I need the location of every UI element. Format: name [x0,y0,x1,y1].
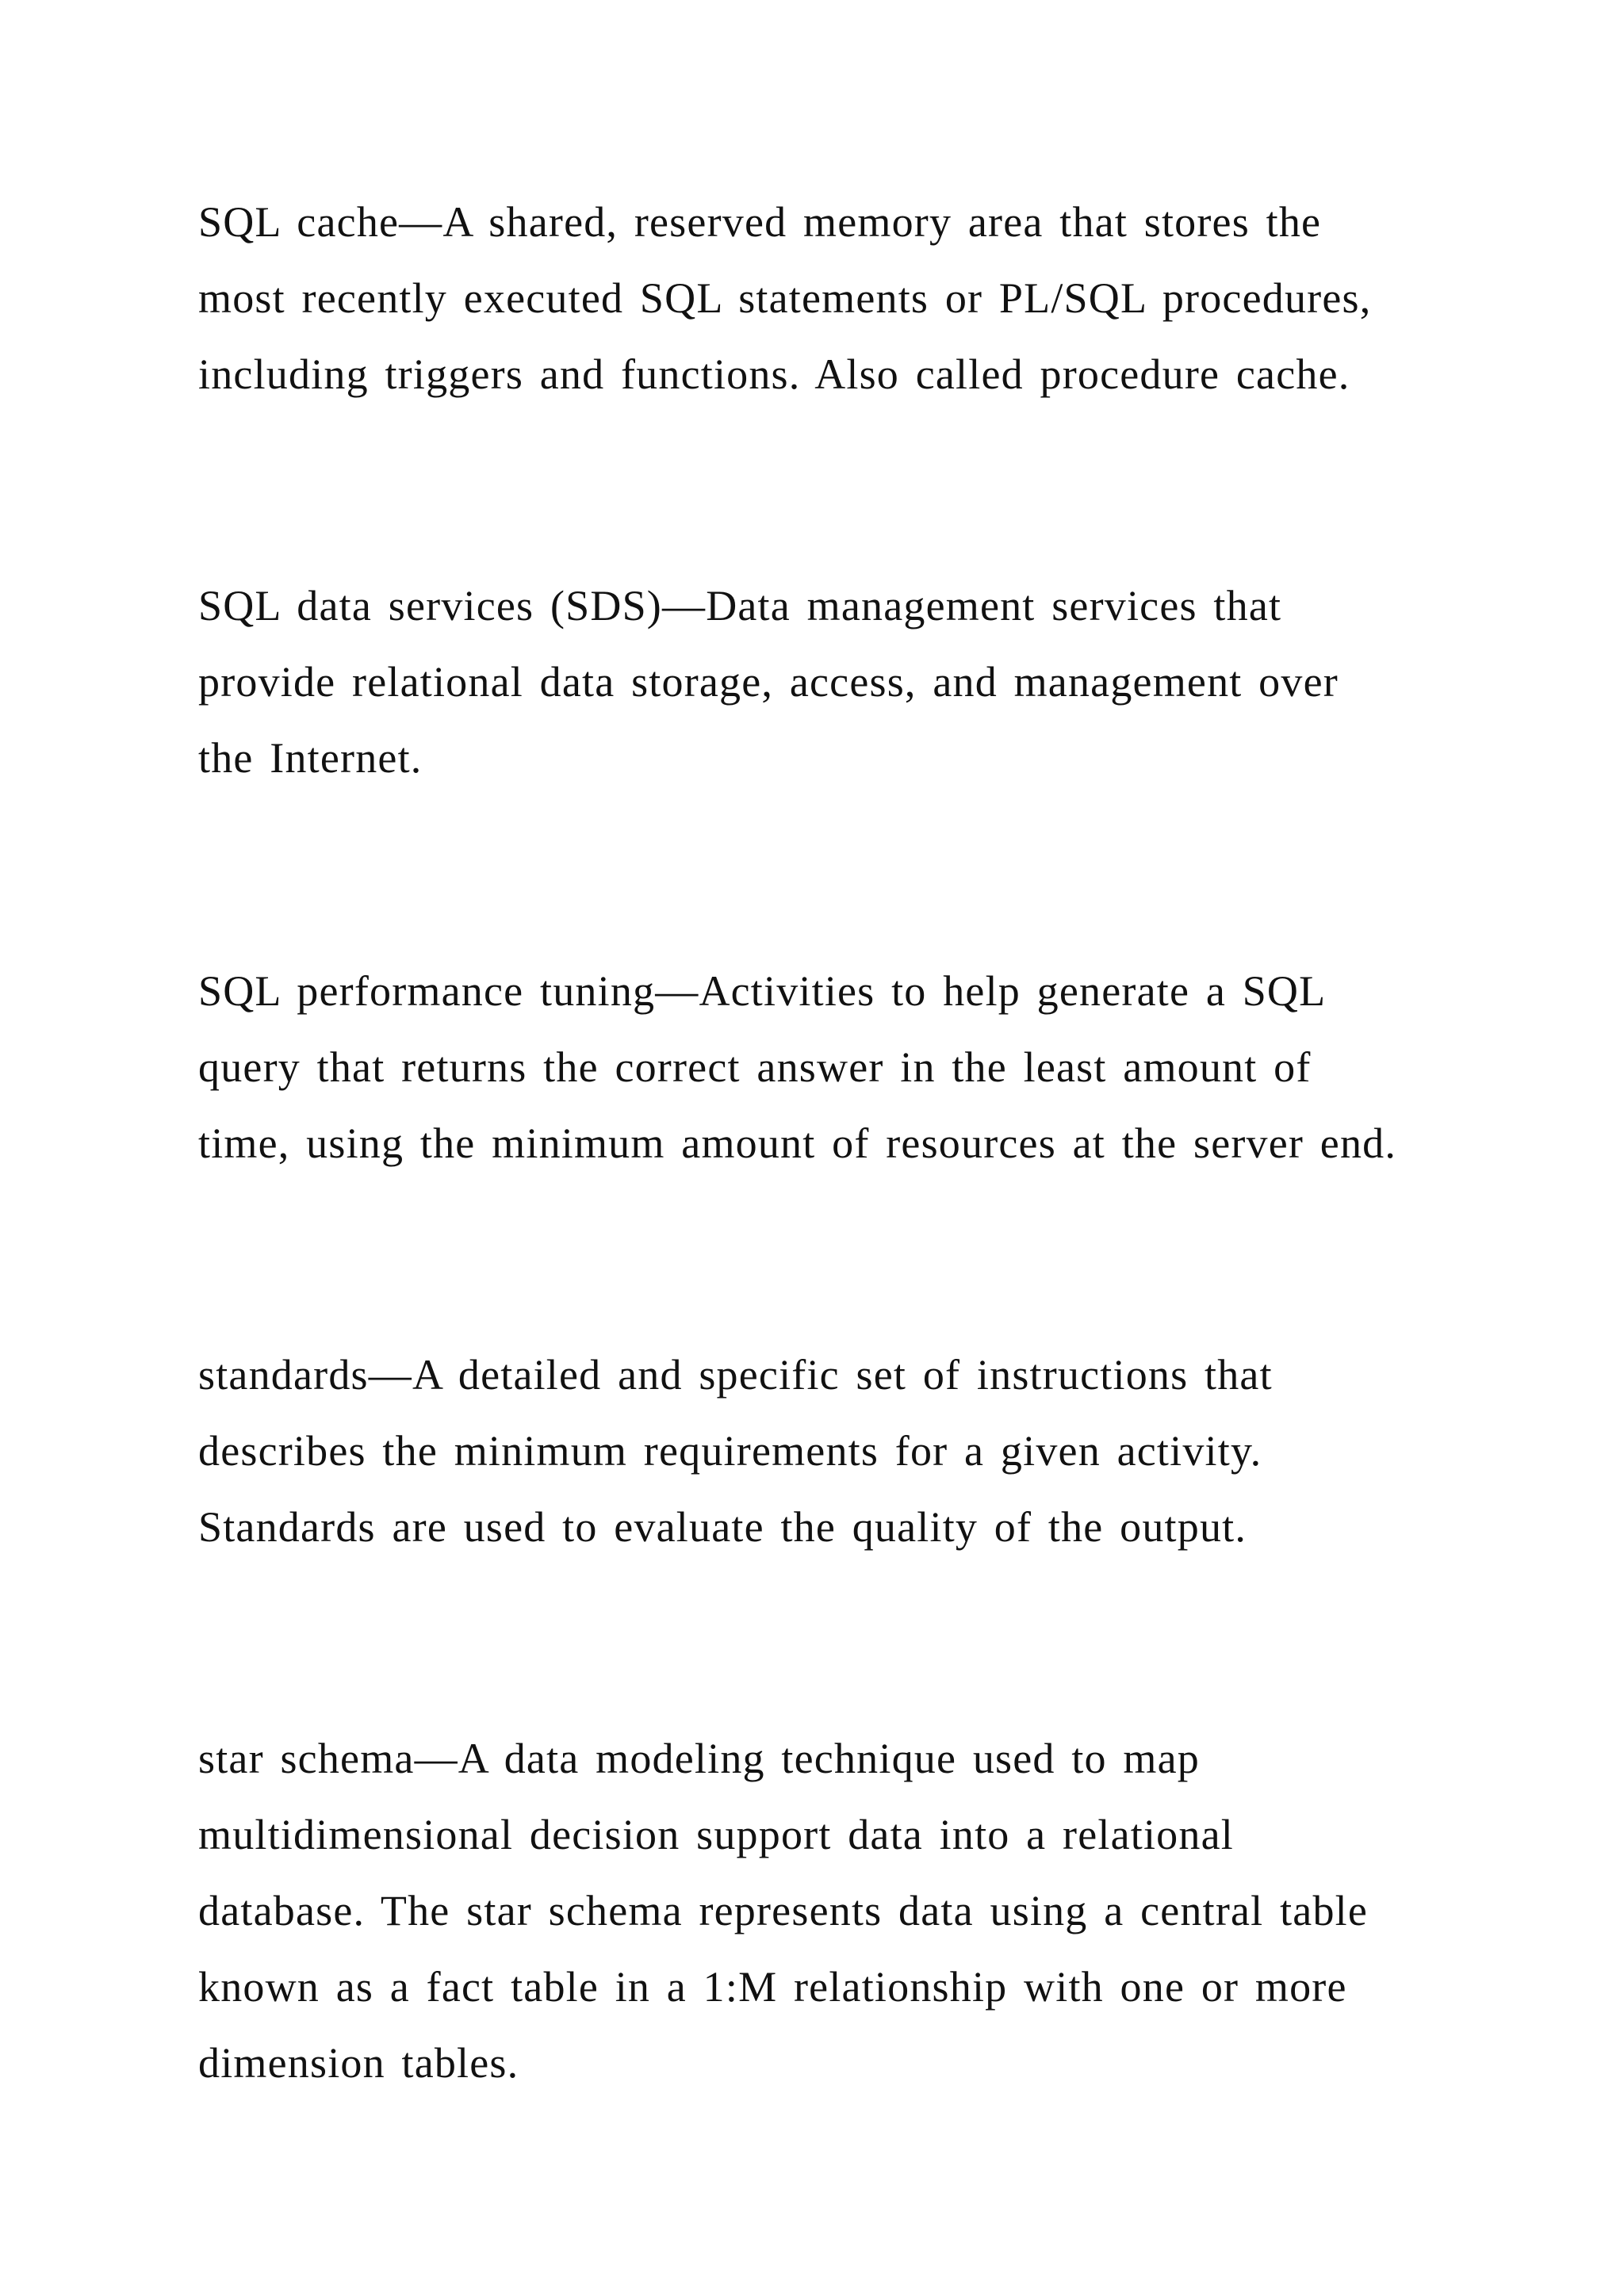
glossary-entry-star-schema [198,1720,1451,2101]
glossary-entry-sql-cache [198,184,1451,412]
entry-line: star schema—A data modeling technique used to map [198,1735,1200,1782]
entry-line: time, using the minimum amount of resources at the server end. [198,1119,1397,1167]
glossary-entry-standards [198,1337,1451,1565]
entry-line: including triggers and functions. Also called procedure cache. [198,350,1350,398]
entry-line: multidimensional decision support data into a relational [198,1811,1234,1858]
entry-line: known as a fact table in a 1:M relationship with one or more [198,1963,1347,2011]
entry-line: database. The star schema represents data using a central table [198,1887,1369,1934]
glossary-entry-sql-performance-tuning [198,953,1451,1181]
entry-line: standards—A detailed and specific set of instructions that [198,1351,1273,1399]
entry-line: the Internet. [198,734,423,782]
entry-line: query that returns the correct answer in the least amount of [198,1043,1312,1091]
entry-line: Standards are used to evaluate the quality of the output. [198,1503,1247,1551]
entry-line: describes the minimum requirements for a given activity. [198,1427,1262,1475]
glossary-entry-sql-data-services [198,568,1451,796]
entry-line: SQL performance tuning—Activities to help generate a SQL [198,967,1327,1015]
entry-line: SQL data services (SDS)—Data management services that [198,582,1282,629]
entry-line: most recently executed SQL statements or PL/SQL procedures, [198,274,1372,322]
entry-line: provide relational data storage, access, and management over [198,658,1339,706]
entry-line: SQL cache—A shared, reserved memory area that stores the [198,198,1322,246]
entry-line: dimension tables. [198,2039,519,2087]
